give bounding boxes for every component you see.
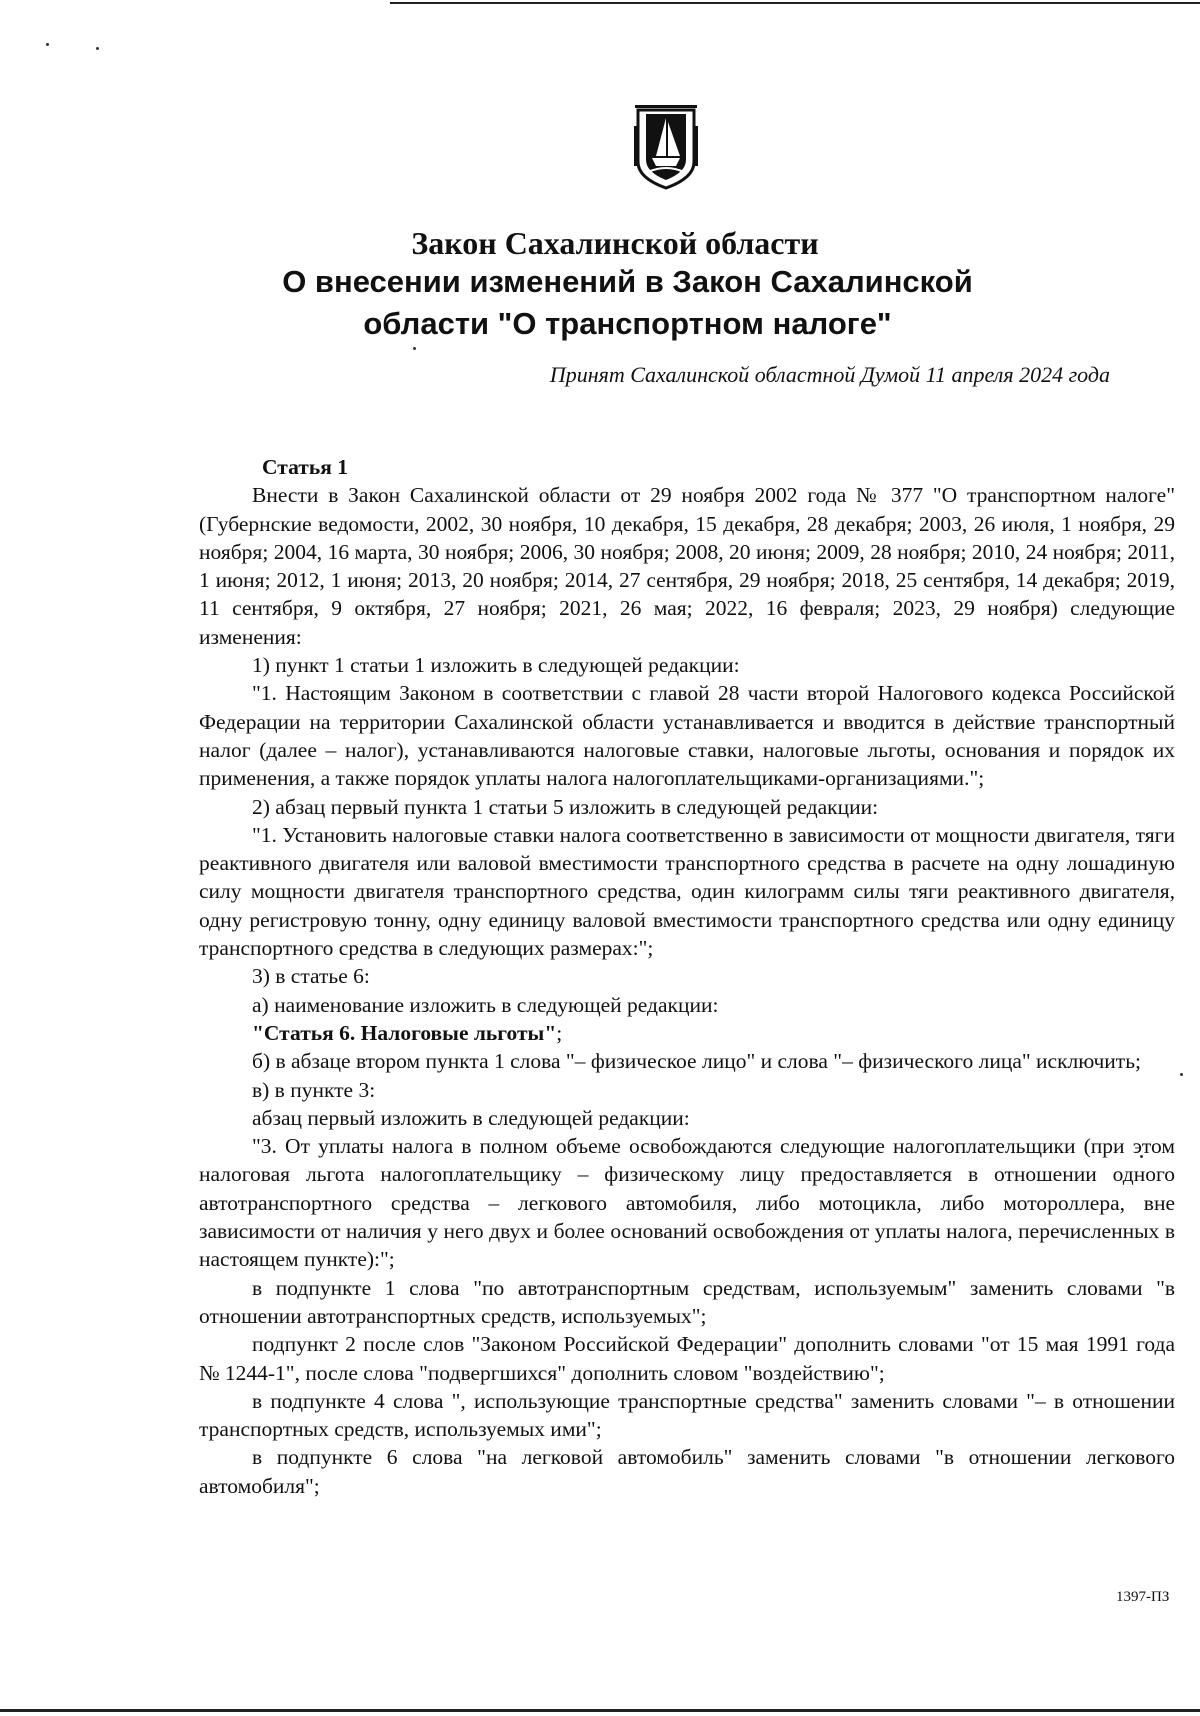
sakhalin-coat-of-arms-icon [634, 104, 698, 190]
paragraph: б) в абзаце втором пункта 1 слова "– физическое лицо" и слова "– физического лица" исключить; [252, 1049, 1141, 1074]
scan-speck [1180, 1073, 1183, 1076]
paragraph: 3) в статье 6: [252, 964, 370, 989]
article-6-title-paragraph [199, 1019, 1175, 1047]
scan-speck [96, 47, 99, 50]
article-heading: Статья 1 [262, 455, 348, 479]
paragraph: подпункт 2 после слов "Законом Российской Федерации" дополнить словами "от 15 мая 1991 года № 1244-1", после слова "подвергшихся" дополнить словом "воздействию"; [199, 1332, 1175, 1385]
paragraph: "1. Установить налоговые ставки налога соответственно в зависимости от мощности двигателя, тяги реактивного двигателя или валовой вместимости транспортного средства в расчете на одну лошадиную силу мощности двигателя транспортного средства, один килограмм силы тяги реактивного двигателя, одну регистровую тонну, одну единицу валовой вместимости транспортного средства или одну единицу транспортного средства в следующих размерах:"; [199, 822, 1175, 961]
paragraph: "3. От уплаты налога в полном объеме освобождаются следующие налогоплательщики (при этом налоговая льгота налогоплательщику – физическому лицу предоставляется в отношении одного автотранспортного средства – легкового автомобиля, либо мотоцикла, либо мотороллера, вне зависимости от наличия у него двух и более оснований освобождения от уплаты налога, перечисленных в настоящем пункте):"; [199, 1134, 1175, 1272]
page-code: 1397-ПЗ [1116, 1589, 1170, 1605]
article-6-title-tail: ; [556, 1020, 563, 1045]
paragraph: "1. Настоящим Законом в соответствии с главой 28 части второй Налогового кодекса Российской Федерации на территории Сахалинской области устанавливается и вводится в действие транспортный налог (далее – налог), устанавливаются налоговые ставки, налоговые льготы, основания и порядок их применения, а также порядок уплаты налога налогоплательщиками-организациями."; [199, 681, 1175, 791]
law-body [199, 453, 1175, 1500]
adoption-note: Принят Сахалинской областной Думой 11 апреля 2024 года [549, 362, 1110, 387]
law-subtitle-line-2: области "О транспортном налоге" [363, 306, 892, 341]
scan-edge-top [390, 2, 1200, 4]
scan-edge-bottom [0, 1709, 1200, 1712]
paragraph: в подпункте 4 слова ", использующие транспортные средства" заменить словами "– в отношении транспортных средств, используемых ими"; [199, 1388, 1175, 1442]
paragraph: Внести в Закон Сахалинской области от 29 ноября 2002 года № 377 "О транспортном налоге" (Губернские ведомости, 2002, 30 ноября, 10 декабря, 15 декабря, 28 декабря; 2003, 26 июля, 1 ноября, 29 ноября; 2004, 16 марта, 30 ноября; 2006, 30 ноября; 2008, 20 июня; 2009, 28 ноября; 2010, 24 ноября; 2011, 1 июня; 2012, 1 июня; 2013, 20 ноября; 2014, 27 сентября, 29 ноября; 2018, 25 сентября, 14 декабря; 2019, 11 сентября, 9 октября, 27 ноября; 2021, 26 мая; 2022, 16 февраля; 2023, 29 ноября) следующие изменения: [199, 483, 1175, 649]
paragraph: 2) абзац первый пункта 1 статьи 5 изложить в следующей редакции: [252, 794, 879, 819]
paragraph: в подпункте 1 слова "по автотранспортным средствам, используемым" заменить словами "в отношении автотранспортных средств, используемых"; [199, 1275, 1175, 1328]
law-title: Закон Сахалинской области [411, 225, 819, 261]
scan-speck [413, 347, 416, 350]
scan-speck [46, 43, 49, 46]
paragraph: в) в пункте 3: [252, 1077, 376, 1102]
paragraph: а) наименование изложить в следующей редакции: [252, 992, 719, 1017]
paragraph: абзац первый изложить в следующей редакции: [252, 1105, 690, 1130]
paragraph: в подпункте 6 слова "на легковой автомобиль" заменить словами "в отношении легкового автомобиля"; [199, 1445, 1175, 1498]
law-subtitle-line-1: О внесении изменений в Закон Сахалинской [282, 264, 973, 299]
article-6-title: "Статья 6. Налоговые льготы" [252, 1020, 557, 1045]
paragraph: 1) пункт 1 статьи 1 изложить в следующей редакции: [252, 653, 740, 678]
